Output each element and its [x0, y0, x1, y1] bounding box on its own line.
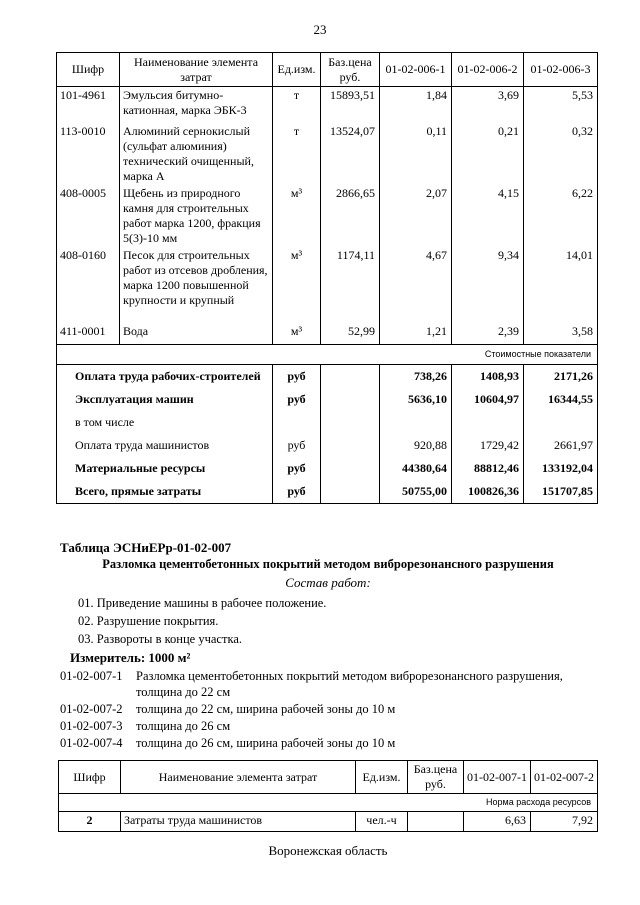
cell-code: 408-0160	[57, 247, 120, 323]
section-code: Таблица ЭСНиЕРр-01-02-007	[60, 540, 232, 555]
total-v1: 738,26	[380, 365, 452, 389]
total-price	[321, 365, 380, 389]
cell-code: 411-0001	[57, 323, 120, 345]
variant-row	[60, 702, 395, 717]
variant-code: 01-02-007-4	[60, 736, 123, 750]
cell-price: 13524,07	[321, 123, 380, 185]
total-v3	[524, 411, 598, 434]
total-unit: руб	[273, 480, 321, 504]
work-item: 01. Приведение машины в рабочее положение.	[78, 596, 327, 610]
cost-section-row	[57, 345, 598, 365]
cell-price: 15893,51	[321, 87, 380, 123]
table-row	[57, 247, 598, 323]
table-row	[57, 123, 598, 185]
total-price	[321, 457, 380, 480]
cell-unit: чел.-ч	[356, 812, 408, 832]
total-unit: руб	[273, 365, 321, 389]
variant-row	[60, 685, 230, 700]
cell-unit: т	[273, 87, 321, 123]
cell-v1: 1,84	[380, 87, 452, 123]
cell-v3: 6,22	[524, 185, 598, 247]
meter-label: Измеритель: 1000 м²	[70, 650, 191, 665]
cell-unit: м³	[273, 247, 321, 323]
total-row	[57, 457, 598, 480]
cell-v1: 6,63	[464, 812, 531, 832]
work-composition-title: Состав работ:	[285, 575, 371, 590]
cell-price: 2866,65	[321, 185, 380, 247]
total-v3: 151707,85	[524, 480, 598, 504]
header-name: Наименование элемента затрат	[120, 53, 273, 87]
cell-v2: 4,15	[452, 185, 524, 247]
page-number: 23	[313, 22, 327, 37]
cell-price	[408, 812, 464, 832]
cell-v1: 2,07	[380, 185, 452, 247]
norms-table	[58, 760, 598, 832]
total-price	[321, 411, 380, 434]
header-unit: Ед.изм.	[273, 53, 321, 87]
cell-v2: 2,39	[452, 323, 524, 345]
total-label: в том числе	[57, 411, 273, 434]
section-title: Разломка цементобетонных покрытий методом виброрезонансного разрушения	[102, 557, 554, 571]
header-col2: 01-02-007-2	[531, 761, 598, 794]
footer-region: Воронежская область	[268, 843, 388, 858]
variant-text: Разломка цементобетонных покрытий методом виброрезонансного разрушения,	[136, 669, 563, 683]
cell-name: Затраты труда машинистов	[121, 812, 356, 832]
cell-name: Вода	[120, 323, 273, 345]
total-row	[57, 365, 598, 389]
total-row	[57, 480, 598, 504]
cell-v1: 1,21	[380, 323, 452, 345]
total-v3: 2171,26	[524, 365, 598, 389]
total-v2: 10604,97	[452, 388, 524, 411]
cost-section-label: Стоимостные показатели	[57, 345, 598, 365]
total-v3: 133192,04	[524, 457, 598, 480]
cell-name: Щебень из природного камня для строительных работ марка 1200, фракция 5(3)-10 мм	[120, 185, 273, 247]
header-price: Баз.цена руб.	[321, 53, 380, 87]
variant-text: толщина до 22 см, ширина рабочей зоны до 10 м	[136, 702, 396, 716]
total-row	[57, 411, 598, 434]
resources-table	[56, 52, 598, 504]
header-code: Шифр	[57, 53, 120, 87]
cell-name: Алюминий сернокислый (сульфат алюминия) технический очищенный, марка А	[120, 123, 273, 185]
cell-unit: т	[273, 123, 321, 185]
cell-unit: м³	[273, 185, 321, 247]
header-col1: 01-02-007-1	[464, 761, 531, 794]
table-row	[57, 87, 598, 123]
norm-section-row	[59, 794, 598, 812]
total-v1: 5636,10	[380, 388, 452, 411]
variant-text: толщина до 26 см, ширина рабочей зоны до 10 м	[136, 736, 396, 750]
work-item: 02. Разрушение покрытия.	[78, 614, 219, 628]
cell-code: 101-4961	[57, 87, 120, 123]
header-col1: 01-02-006-1	[380, 53, 452, 87]
cell-v1: 4,67	[380, 247, 452, 323]
table-row	[59, 812, 598, 832]
cell-unit: м³	[273, 323, 321, 345]
total-unit	[273, 411, 321, 434]
total-label: Материальные ресурсы	[57, 457, 273, 480]
cell-price: 1174,11	[321, 247, 380, 323]
cell-v3: 3,58	[524, 323, 598, 345]
table-row	[57, 323, 598, 345]
cell-name: Эмульсия битумно-катионная, марка ЭБК-3	[120, 87, 273, 123]
total-label: Оплата труда рабочих-строителей	[57, 365, 273, 389]
total-v3: 2661,97	[524, 434, 598, 457]
cell-v2: 3,69	[452, 87, 524, 123]
variant-row	[60, 736, 395, 751]
total-v2	[452, 411, 524, 434]
variant-text: толщина до 26 см	[136, 719, 231, 733]
header-price: Баз.цена руб.	[408, 761, 464, 794]
total-label: Всего, прямые затраты	[57, 480, 273, 504]
variant-row	[60, 669, 563, 684]
total-price	[321, 480, 380, 504]
norm-section-label: Норма расхода ресурсов	[59, 794, 598, 812]
total-v1: 44380,64	[380, 457, 452, 480]
total-unit: руб	[273, 434, 321, 457]
variant-code: 01-02-007-2	[60, 702, 123, 716]
total-label: Эксплуатация машин	[57, 388, 273, 411]
cell-v3: 14,01	[524, 247, 598, 323]
cell-v2: 9,34	[452, 247, 524, 323]
table-row	[57, 185, 598, 247]
header-col3: 01-02-006-3	[524, 53, 598, 87]
total-v3: 16344,55	[524, 388, 598, 411]
variant-row	[60, 719, 230, 734]
total-v2: 88812,46	[452, 457, 524, 480]
variant-code: 01-02-007-1	[60, 669, 123, 683]
cell-code: 408-0005	[57, 185, 120, 247]
header-name: Наименование элемента затрат	[121, 761, 356, 794]
total-row	[57, 388, 598, 411]
cell-v3: 0,32	[524, 123, 598, 185]
header-col2: 01-02-006-2	[452, 53, 524, 87]
cell-v2: 0,21	[452, 123, 524, 185]
total-v1: 50755,00	[380, 480, 452, 504]
total-row	[57, 434, 598, 457]
cell-code: 113-0010	[57, 123, 120, 185]
variant-text: толщина до 22 см	[136, 685, 231, 699]
total-v1	[380, 411, 452, 434]
cell-name: Песок для строительных работ из отсевов дробления, марка 1200 повышенной крупности и крупный	[120, 247, 273, 323]
header-unit: Ед.изм.	[356, 761, 408, 794]
total-v2: 1408,93	[452, 365, 524, 389]
total-price	[321, 388, 380, 411]
cell-v3: 5,53	[524, 87, 598, 123]
total-v2: 100826,36	[452, 480, 524, 504]
variant-code: 01-02-007-3	[60, 719, 123, 733]
cell-code: 2	[59, 812, 121, 832]
total-label: Оплата труда машинистов	[57, 434, 273, 457]
cell-price: 52,99	[321, 323, 380, 345]
cell-v1: 0,11	[380, 123, 452, 185]
total-price	[321, 434, 380, 457]
total-v2: 1729,42	[452, 434, 524, 457]
work-item: 03. Развороты в конце участка.	[78, 632, 242, 646]
total-unit: руб	[273, 457, 321, 480]
cell-v2: 7,92	[531, 812, 598, 832]
header-code: Шифр	[59, 761, 121, 794]
total-v1: 920,88	[380, 434, 452, 457]
total-unit: руб	[273, 388, 321, 411]
